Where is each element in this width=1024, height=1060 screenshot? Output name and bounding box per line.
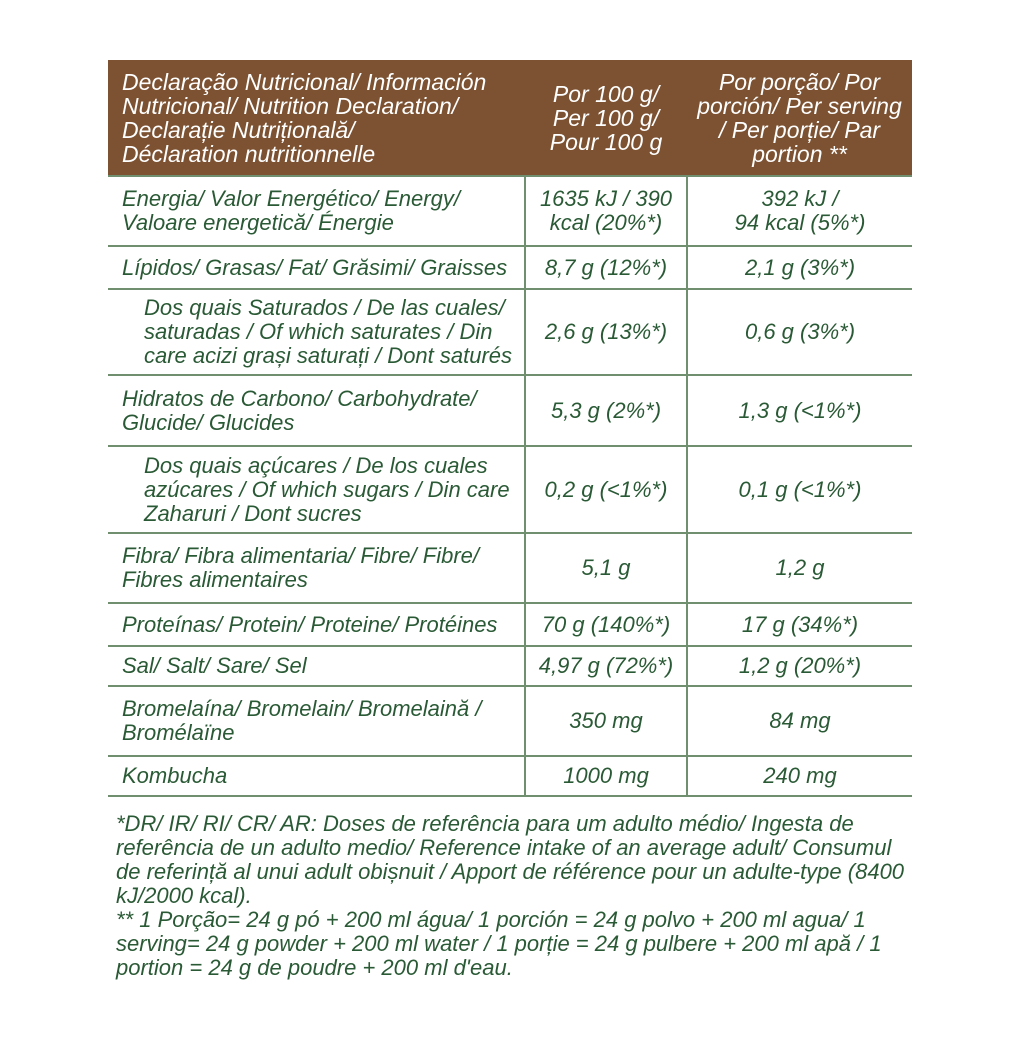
row-carbohydrate-label: Hidratos de Carbono/ Carbohydrate/ Glucide/ Glucides xyxy=(108,375,525,446)
row-kombucha-per100: 1000 mg xyxy=(525,756,687,796)
row-fibre-label: Fibra/ Fibra alimentaria/ Fibre/ Fibre/ Fibres alimentaires xyxy=(108,533,525,603)
header-per-serving: Por porção/ Por porción/ Per serving / Per porție/ Par portion ** xyxy=(687,60,912,176)
table-row xyxy=(108,646,912,686)
row-fibre-per100: 5,1 g xyxy=(525,533,687,603)
table-row xyxy=(108,246,912,289)
footnote-portion: ** 1 Porção= 24 g pó + 200 ml água/ 1 porción = 24 g polvo + 200 ml agua/ 1 serving= 24 g powder + 200 ml water / 1 porție = 24 g pulbere + 200 ml apă / 1 portion = 24 g de poudre + 200 ml d'eau. xyxy=(116,907,882,980)
row-bromelain-label: Bromelaína/ Bromelain/ Bromelaină / Bromélaïne xyxy=(108,686,525,756)
row-fat-perserving: 2,1 g (3%*) xyxy=(687,246,912,289)
row-salt-label: Sal/ Salt/ Sare/ Sel xyxy=(108,646,525,686)
table-row xyxy=(108,446,912,533)
row-saturates-label: Dos quais Saturados / De las cuales/ saturadas / Of which saturates / Din care acizi grași saturați / Dont saturés xyxy=(108,289,525,375)
row-kombucha-perserving: 240 mg xyxy=(687,756,912,796)
table-header-row xyxy=(108,60,912,176)
row-salt-per100: 4,97 g (72%*) xyxy=(525,646,687,686)
row-protein-per100: 70 g (140%*) xyxy=(525,603,687,646)
row-carbohydrate-perserving: 1,3 g (<1%*) xyxy=(687,375,912,446)
row-protein-perserving: 17 g (34%*) xyxy=(687,603,912,646)
row-fat-label: Lípidos/ Grasas/ Fat/ Grăsimi/ Graisses xyxy=(108,246,525,289)
row-fat-per100: 8,7 g (12%*) xyxy=(525,246,687,289)
header-nutrition-declaration: Declaração Nutricional/ Información Nutricional/ Nutrition Declaration/ Declarație Nutrițională/ Déclaration nutritionnelle xyxy=(108,60,525,176)
row-saturates-per100: 2,6 g (13%*) xyxy=(525,289,687,375)
row-fibre-perserving: 1,2 g xyxy=(687,533,912,603)
row-sugars-per100: 0,2 g (<1%*) xyxy=(525,446,687,533)
footnote-reference-intake: *DR/ IR/ RI/ CR/ AR: Doses de referência para um adulto médio/ Ingesta de referência de un adulto medio/ Reference intake of an average adult/ Consumul de referință al unui adult obișnuit / Apport de référence pour un adulte-type (8400 kJ/2000 kcal). xyxy=(116,811,905,908)
row-sugars-perserving: 0,1 g (<1%*) xyxy=(687,446,912,533)
row-energy-label: Energia/ Valor Energético/ Energy/ Valoare energetică/ Énergie xyxy=(108,176,525,246)
header-per-100g: Por 100 g/ Per 100 g/ Pour 100 g xyxy=(525,60,687,176)
nutrition-table-container xyxy=(108,60,912,797)
row-energy-per100: 1635 kJ / 390 kcal (20%*) xyxy=(525,176,687,246)
row-energy-perserving: 392 kJ / 94 kcal (5%*) xyxy=(687,176,912,246)
table-row xyxy=(108,756,912,796)
table-row xyxy=(108,533,912,603)
row-carbohydrate-per100: 5,3 g (2%*) xyxy=(525,375,687,446)
row-sugars-label: Dos quais açúcares / De los cuales azúcares / Of which sugars / Din care Zaharuri / Dont sucres xyxy=(108,446,525,533)
row-bromelain-perserving: 84 mg xyxy=(687,686,912,756)
footnotes xyxy=(116,812,916,980)
table-row xyxy=(108,289,912,375)
table-row xyxy=(108,176,912,246)
table-row xyxy=(108,603,912,646)
table-row xyxy=(108,686,912,756)
row-protein-label: Proteínas/ Protein/ Proteine/ Protéines xyxy=(108,603,525,646)
row-salt-perserving: 1,2 g (20%*) xyxy=(687,646,912,686)
table-row xyxy=(108,375,912,446)
row-kombucha-label: Kombucha xyxy=(108,756,525,796)
nutrition-table xyxy=(108,60,912,797)
row-bromelain-per100: 350 mg xyxy=(525,686,687,756)
row-saturates-perserving: 0,6 g (3%*) xyxy=(687,289,912,375)
